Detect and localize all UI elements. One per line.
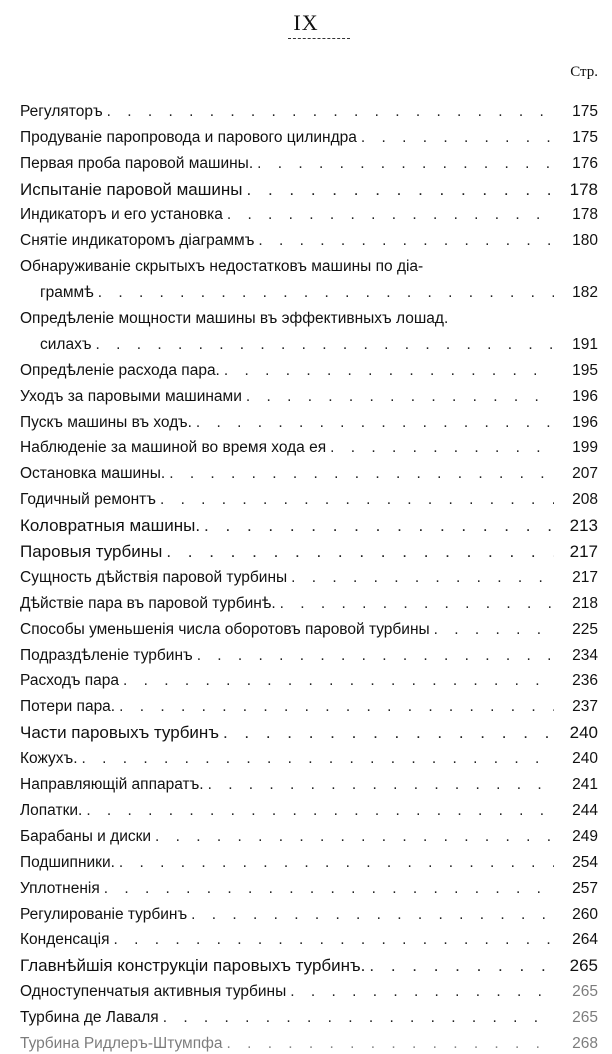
toc-entry-page: 178 — [569, 179, 598, 199]
toc-entry-title: Опредѣленіе мощности машины въ эффективныхъ лошад. — [20, 310, 449, 328]
toc-entry[interactable] — [20, 1002, 598, 1028]
toc-entry[interactable] — [20, 717, 598, 743]
toc-entry-page: 207 — [572, 465, 598, 483]
toc-entry-title: Снятіе индикаторомъ діаграммъ — [20, 232, 255, 250]
toc-entry[interactable] — [20, 950, 598, 976]
toc-entry[interactable] — [20, 769, 598, 795]
toc-entry-title: Расходъ пара — [20, 672, 120, 690]
toc-entry-page: 240 — [569, 723, 598, 743]
leader-dots — [107, 102, 554, 122]
leader-dots — [82, 749, 554, 769]
leader-dots — [191, 905, 554, 925]
toc-entry-page: 240 — [572, 750, 598, 768]
toc-entry[interactable] — [20, 536, 598, 562]
leader-dots — [123, 671, 554, 691]
leader-dots — [280, 594, 554, 614]
toc-entry[interactable] — [20, 355, 598, 381]
toc-entry-page: 257 — [572, 879, 598, 897]
toc-entry-page: 265 — [572, 983, 598, 1001]
toc-entry-page: 213 — [569, 516, 598, 536]
toc-entry-title: Главнѣйшія конструкціи паровыхъ турбинъ. — [20, 956, 366, 976]
toc-entry-title: Коловратныя машины. — [20, 516, 201, 536]
toc-entry[interactable] — [20, 691, 598, 717]
toc-entry-title: Годичный ремонтъ — [20, 491, 156, 509]
toc-entry-page: 249 — [572, 827, 598, 845]
leader-dots — [224, 361, 554, 381]
leader-dots — [119, 697, 554, 717]
toc-entry-title: Направляющій аппаратъ. — [20, 776, 204, 794]
toc-entry-title: Регулированіе турбинъ — [20, 905, 188, 923]
toc-entry-page: 196 — [572, 387, 598, 405]
table-of-contents — [20, 96, 598, 1054]
page-number: IX — [293, 10, 319, 35]
toc-entry[interactable] — [20, 614, 598, 640]
leader-dots — [96, 335, 554, 355]
leader-dots — [204, 516, 554, 536]
toc-entry-title: Продуваніе паропровода и парового цилиндра — [20, 128, 357, 146]
leader-dots — [361, 128, 554, 148]
toc-entry-page: 175 — [572, 128, 598, 146]
toc-entry-title: Способы уменьшенія числа оборотовъ паровой турбины — [20, 620, 430, 638]
toc-entry[interactable] — [20, 795, 598, 821]
toc-entry-page: 178 — [572, 206, 598, 224]
toc-entry-title: Барабаны и диски — [20, 827, 152, 845]
leader-dots — [114, 930, 554, 950]
toc-entry-page: 218 — [572, 594, 598, 612]
toc-entry[interactable] — [20, 562, 598, 588]
toc-entry-page: 191 — [572, 335, 598, 353]
toc-entry[interactable] — [20, 148, 598, 174]
toc-entry[interactable] — [20, 821, 598, 847]
leader-dots — [290, 982, 554, 1002]
toc-entry-continuation[interactable] — [20, 329, 598, 355]
toc-entry-title: Подраздѣленіе турбинъ — [20, 646, 193, 664]
toc-entry-title: Турбина Ридлеръ-Штумпфа — [20, 1034, 223, 1052]
toc-entry[interactable] — [20, 96, 598, 122]
toc-entry[interactable] — [20, 976, 598, 1002]
toc-entry-page: 217 — [572, 568, 598, 586]
toc-entry-title: Испытаніе паровой машины — [20, 179, 243, 199]
toc-entry-title: Первая проба паровой машины. — [20, 154, 254, 172]
toc-entry-page: 182 — [572, 284, 598, 302]
leader-dots — [247, 180, 554, 200]
leader-dots — [166, 542, 554, 562]
toc-entry[interactable] — [20, 873, 598, 899]
leader-dots — [434, 620, 554, 640]
leader-dots — [208, 775, 554, 795]
toc-entry-title: Паровыя турбины — [20, 542, 163, 562]
toc-entry-page: 241 — [572, 776, 598, 794]
toc-entry-page: 254 — [572, 853, 598, 871]
leader-dots — [258, 231, 554, 251]
leader-dots — [369, 956, 554, 976]
leader-dots — [86, 801, 554, 821]
leader-dots — [196, 413, 554, 433]
toc-entry-page: 234 — [572, 646, 598, 664]
leader-dots — [155, 827, 554, 847]
toc-entry-title: Уходъ за паровыми машинами — [20, 387, 242, 405]
toc-entry[interactable] — [20, 251, 598, 277]
toc-entry[interactable] — [20, 588, 598, 614]
toc-entry-page: 195 — [572, 361, 598, 379]
toc-entry-page: 225 — [572, 620, 598, 638]
toc-entry[interactable] — [20, 743, 598, 769]
toc-entry-title: Одноступенчатыя активныя турбины — [20, 983, 287, 1001]
toc-entry-page: 268 — [572, 1034, 598, 1052]
toc-entry-title: Индикаторъ и его установка — [20, 206, 223, 224]
page-column-label: Стр. — [570, 64, 598, 80]
toc-entry-page: 265 — [569, 956, 598, 976]
leader-dots — [291, 568, 554, 588]
toc-entry-title: Дѣйствіе пара въ паровой турбинѣ. — [20, 594, 276, 612]
leader-dots — [163, 1008, 554, 1028]
toc-entry-page: 175 — [572, 102, 598, 120]
leader-dots — [169, 464, 554, 484]
toc-entry-page: 237 — [572, 698, 598, 716]
toc-entry-title: Наблюденіе за машиной во время хода ея — [20, 439, 327, 457]
leader-dots — [119, 853, 554, 873]
toc-entry-title: Опредѣленіе расхода пара. — [20, 361, 220, 379]
leader-dots — [257, 154, 554, 174]
page-number-rule — [288, 38, 350, 39]
toc-entry[interactable] — [20, 303, 598, 329]
toc-entry[interactable] — [20, 510, 598, 536]
toc-entry-title: Турбина де Лаваля — [20, 1009, 159, 1027]
leader-dots — [246, 387, 554, 407]
toc-entry-continuation[interactable] — [20, 277, 598, 303]
toc-entry[interactable] — [20, 122, 598, 148]
toc-entry-title: Обнаруживаніе скрытыхъ недостатковъ машины по діа- — [20, 258, 424, 276]
toc-entry-title: силахъ — [40, 335, 92, 353]
leader-dots — [330, 438, 554, 458]
toc-entry-title: Подшипники. — [20, 853, 115, 871]
toc-entry[interactable] — [20, 433, 598, 459]
leader-dots — [160, 490, 554, 510]
toc-entry[interactable] — [20, 899, 598, 925]
toc-entry[interactable] — [20, 458, 598, 484]
toc-entry-page: 217 — [569, 542, 598, 562]
leader-dots — [223, 723, 554, 743]
toc-entry-title: граммѣ — [40, 284, 94, 302]
toc-entry[interactable] — [20, 484, 598, 510]
toc-entry[interactable] — [20, 925, 598, 951]
toc-entry-page: 180 — [572, 232, 598, 250]
toc-entry-page: 264 — [572, 931, 598, 949]
toc-entry[interactable] — [20, 666, 598, 692]
toc-entry-page: 208 — [572, 491, 598, 509]
toc-entry-title: Уплотненія — [20, 879, 100, 897]
toc-entry[interactable] — [20, 200, 598, 226]
leader-dots — [197, 646, 554, 666]
toc-entry-page: 196 — [572, 413, 598, 431]
toc-entry-page: 244 — [572, 801, 598, 819]
toc-entry[interactable] — [20, 1028, 598, 1054]
toc-entry-title: Части паровыхъ турбинъ — [20, 723, 219, 743]
toc-entry-title: Конденсація — [20, 931, 110, 949]
toc-entry-title: Кожухъ. — [20, 750, 78, 768]
toc-entry[interactable] — [20, 174, 598, 200]
toc-entry[interactable] — [20, 225, 598, 251]
leader-dots — [98, 283, 554, 303]
toc-entry[interactable] — [20, 640, 598, 666]
leader-dots — [226, 1034, 554, 1054]
toc-entry[interactable] — [20, 407, 598, 433]
toc-entry-title: Регуляторъ — [20, 102, 103, 120]
toc-entry[interactable] — [20, 381, 598, 407]
toc-entry-title: Пускъ машины въ ходъ. — [20, 413, 192, 431]
toc-entry-page: 236 — [572, 672, 598, 690]
leader-dots — [104, 879, 554, 899]
leader-dots — [227, 205, 554, 225]
toc-entry-title: Лопатки. — [20, 801, 83, 819]
toc-entry-page: 265 — [572, 1009, 598, 1027]
toc-entry-page: 260 — [572, 905, 598, 923]
toc-entry-title: Остановка машины. — [20, 465, 166, 483]
toc-entry-page: 176 — [572, 154, 598, 172]
toc-entry[interactable] — [20, 847, 598, 873]
toc-entry-page: 199 — [572, 439, 598, 457]
toc-entry-title: Сущность дѣйствія паровой турбины — [20, 568, 288, 586]
toc-entry-title: Потери пара. — [20, 698, 116, 716]
